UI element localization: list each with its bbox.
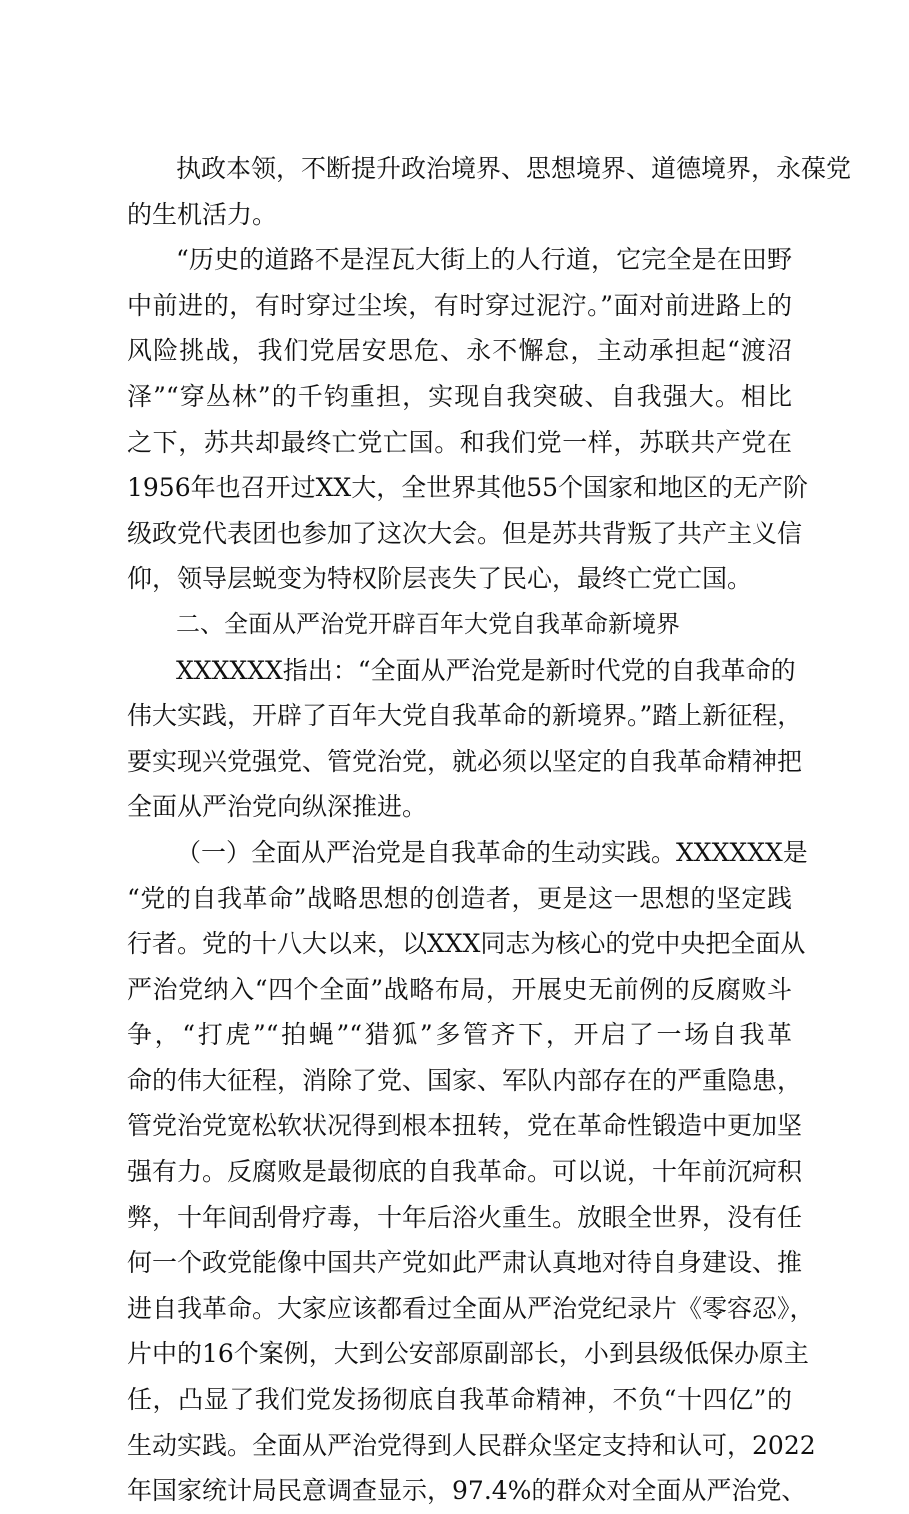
text-line: 进自我革命。大家应该都看过全面从严治党纪录片《零容忍》， — [127, 1293, 815, 1323]
text-line: 仰，领导层蜕变为特权阶层丧失了民心，最终亡党亡国。 — [127, 564, 753, 594]
text-line: 争，“打虎”“拍蝇”“猎狐”多管齐下，开启了一场自我革 — [127, 1020, 792, 1050]
text-line: 何一个政党能像中国共产党如此严肃认真地对待自身建设、推 — [127, 1248, 803, 1278]
body-paragraph — [127, 146, 852, 237]
text-line: 命的伟大征程，消除了党、国家、军队内部存在的严重隐患， — [127, 1065, 803, 1095]
text-line: “党的自我革命”战略思想的创造者，更是这一思想的坚定践 — [127, 883, 792, 913]
text-line: 伟大实践，开辟了百年大党自我革命的新境界。”踏上新征程， — [127, 701, 803, 731]
text-line: 1956年也召开过XX大，全世界其他55个国家和地区的无产阶 — [127, 473, 809, 503]
text-line: 泽”“穿丛林”的千钧重担，实现自我突破、自我强大。相比 — [127, 381, 792, 411]
text-line: 风险挑战，我们党居安思危、永不懈怠，主动承担起“渡沼 — [127, 336, 792, 366]
document-body — [127, 146, 852, 1514]
text-line: 年国家统计局民意调查显示，97.4%的群众对全面从严治党、 — [127, 1476, 807, 1506]
text-line: 行者。党的十八大以来，以XXX同志为核心的党中央把全面从 — [127, 929, 806, 959]
body-paragraph — [127, 237, 809, 602]
text-line: 全面从严治党向纵深推进。 — [127, 792, 428, 822]
text-line: 要实现兴党强党、管党治党，就必须以坚定的自我革命精神把 — [127, 746, 803, 776]
text-line: 二、全面从严治党开辟百年大党自我革命新境界 — [176, 609, 680, 638]
text-line: 执政本领，不断提升政治境界、思想境界、道德境界，永葆党 — [176, 154, 852, 183]
text-line: XXXXXX指出：“全面从严治党是新时代党的自我革命的 — [176, 655, 796, 685]
text-line: 管党治党宽松软状况得到根本扭转，党在革命性锻造中更加坚 — [127, 1111, 803, 1141]
text-line: 之下，苏共却最终亡党亡国。和我们党一样，苏联共产党在 — [127, 427, 792, 457]
text-line: “历史的道路不是涅瓦大街上的人行道，它完全是在田野 — [176, 245, 792, 275]
text-line: 片中的16个案例，大到公安部原副部长，小到县级低保办原主 — [127, 1339, 809, 1369]
text-line: （一）全面从严治党是自我革命的生动实践。XXXXXX是 — [176, 837, 808, 867]
section-heading — [127, 602, 792, 648]
body-paragraph — [127, 648, 803, 830]
text-line: 中前进的，有时穿过尘埃，有时穿过泥泞。”面对前进路上的 — [127, 290, 792, 320]
text-line: 强有力。反腐败是最彻底的自我革命。可以说，十年前沉疴积 — [127, 1157, 803, 1187]
text-line: 级政党代表团也参加了这次大会。但是苏共背叛了共产主义信 — [127, 518, 803, 548]
subsection-paragraph — [127, 830, 816, 1514]
text-line: 生动实践。全面从严治党得到人民群众坚定支持和认可，2022 — [127, 1430, 816, 1460]
text-line: 严治党纳入“四个全面”战略布局，开展史无前例的反腐败斗 — [127, 974, 792, 1004]
text-line: 任，凸显了我们党发扬彻底自我革命精神，不负“十四亿”的 — [127, 1385, 792, 1415]
text-line: 的生机活力。 — [127, 199, 278, 229]
text-line: 弊，十年间刮骨疗毒，十年后浴火重生。放眼全世界，没有任 — [127, 1202, 803, 1232]
